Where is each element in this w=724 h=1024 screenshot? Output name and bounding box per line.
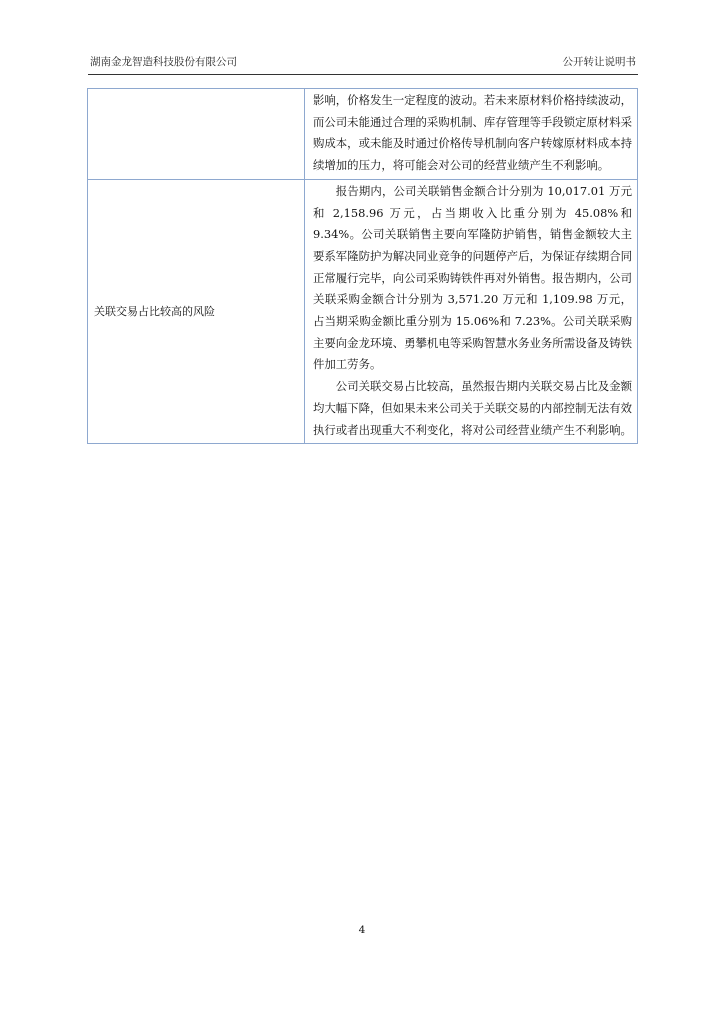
header-company-name: 湖南金龙智造科技股份有限公司 [90,56,237,68]
risk-description-cell [305,89,638,180]
risk-label-cell: 关联交易占比较高的风险 [88,179,305,443]
table-row [88,179,638,443]
page-header [88,50,638,75]
risk-table [87,88,638,444]
page-number: 4 [358,924,366,936]
risk-paragraph: 公司关联交易占比较高，虽然报告期内关联交易占比及金额均大幅下降，但如果未来公司关于关联交易的内部控制无法有效执行或者出现重大不利变化，将对公司经营业绩产生不利影响。 [313,379,632,437]
risk-label-cell [88,89,305,180]
risk-paragraph: 影响，价格发生一定程度的波动。若未来原材料价格持续波动，而公司未能通过合理的采购机制、库存管理等手段锁定原材料采购成本，或未能及时通过价格传导机制向客户转嫁原材料成本持续增加的压力，将可能会对公司的经营业绩产生不利影响。 [313,93,632,173]
risk-description-cell [305,179,638,443]
risk-paragraph: 报告期内，公司关联销售金额合计分别为 10,017.01 万元和 2,158.96 万元，占当期收入比重分别为 45.08%和 9.34%。公司关联销售主要向军隆防护销售，销售金额较大主要系军隆防护为解决同业竞争的问题停产后，为保证存续期合同正常履行完毕，向公司采购铸铁件再对外销售。报告期内，公司关联采购金额合计分别为 3,571.20 万元和 1,109.98 万元，占当期采购金额比重分别为 15.06%和 7.23%。公司关联采购主要向金龙环境、勇攀机电等采购智慧水务业务所需设备及铸铁件加工劳务。 [313,183,632,372]
header-document-title: 公开转让说明书 [562,56,636,68]
table-row [88,89,638,180]
